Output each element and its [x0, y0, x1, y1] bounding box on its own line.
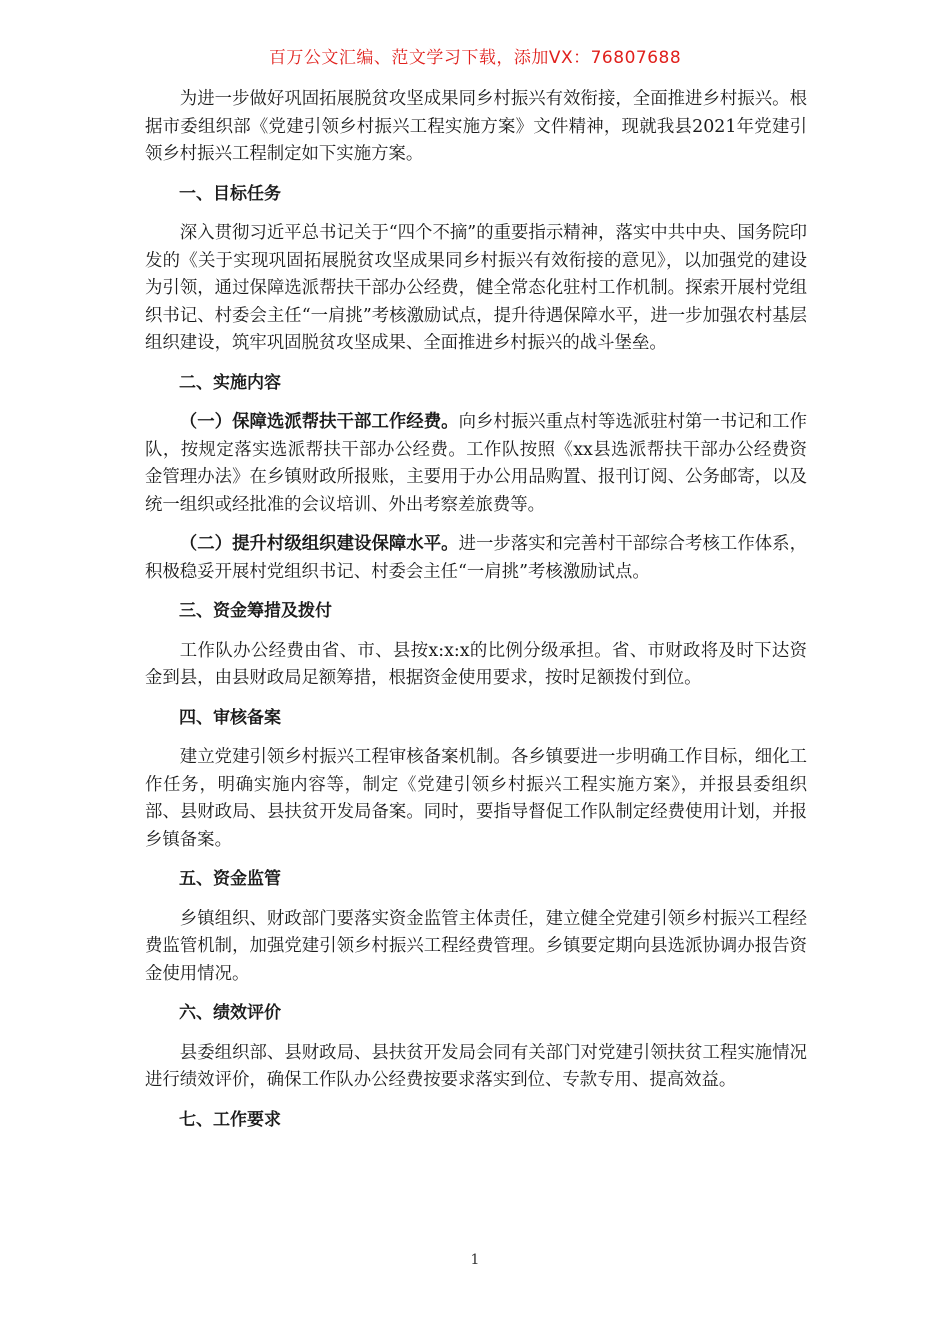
item-lead: （一）保障选派帮扶干部工作经费。	[179, 412, 459, 432]
section-paragraph: 建立党建引领乡村振兴工程审核备案机制。各乡镇要进一步明确工作目标，细化工作任务，明确实施内容等，制定《党建引领乡村振兴工程实施方案》，并报县委组织部、县财政局、县扶贫开发局备案。同时，要指导督促工作队制定经费使用计划，并报乡镇备案。	[145, 747, 807, 850]
section-paragraph: 县委组织部、县财政局、县扶贫开发局会同有关部门对党建引领扶贫工程实施情况进行绩效评价，确保工作队办公经费按要求落实到位、专款专用、提高效益。	[145, 1042, 807, 1090]
download-banner: 百万公文汇编、范文学习下载，添加VX：76807688	[268, 48, 682, 68]
item-lead: （二）提升村级组织建设保障水平。	[179, 534, 459, 554]
section-heading: 六、绩效评价	[179, 1003, 281, 1023]
section-heading: 一、目标任务	[179, 183, 281, 204]
page-number: 1	[470, 1252, 480, 1268]
section-item	[145, 409, 807, 519]
item-text: 进一步落实和完善村干部综合考核工作体系，积极稳妥开展村党组织书记、村委会主任“一肩挑”考核激励试点。	[145, 534, 807, 582]
section-heading: 二、实施内容	[179, 372, 281, 393]
section-heading: 五、资金监管	[179, 869, 281, 889]
section-paragraph: 深入贯彻习近平总书记关于“四个不摘”的重要指示精神，落实中共中央、国务院印发的《关于实现巩固拓展脱贫攻坚成果同乡村振兴有效衔接的意见》，以加强党的建设为引领，通过保障选派帮扶干部办公经费，健全常态化驻村工作机制。探索开展村党组织书记、村委会主任“一肩挑”考核激励试点，提升待遇保障水平，进一步加强农村基层组织建设，筑牢巩固脱贫攻坚成果、全面推进乡村振兴的战斗堡垒。	[145, 223, 807, 353]
section-item	[145, 531, 807, 586]
document-body	[145, 86, 807, 1146]
section-paragraph: 工作队办公经费由省、市、县按x:x:x的比例分级承担。省、市财政将及时下达资金到县，由县财政局足额筹措，根据资金使用要求，按时足额拨付到位。	[145, 640, 807, 688]
section-heading: 三、资金筹措及拨付	[179, 601, 332, 621]
section-paragraph: 乡镇组织、财政部门要落实资金监管主体责任，建立健全党建引领乡村振兴工程经费监管机制，加强党建引领乡村振兴工程经费管理。乡镇要定期向县选派协调办报告资金使用情况。	[145, 908, 807, 984]
section-heading: 七、工作要求	[179, 1109, 281, 1130]
intro-paragraph: 为进一步做好巩固拓展脱贫攻坚成果同乡村振兴有效衔接，全面推进乡村振兴。根据市委组织部《党建引领乡村振兴工程实施方案》文件精神，现就我县2021年党建引领乡村振兴工程制定如下实施方案。	[145, 89, 807, 164]
section-heading: 四、审核备案	[179, 707, 281, 728]
item-text: 向乡村振兴重点村等选派驻村第一书记和工作队，按规定落实选派帮扶干部办公经费。工作队按照《xx县选派帮扶干部办公经费资金管理办法》在乡镇财政所报账，主要用于办公用品购置、报刊订阅、公务邮寄，以及统一组织或经批准的会议培训、外出考察差旅费等。	[145, 412, 807, 515]
